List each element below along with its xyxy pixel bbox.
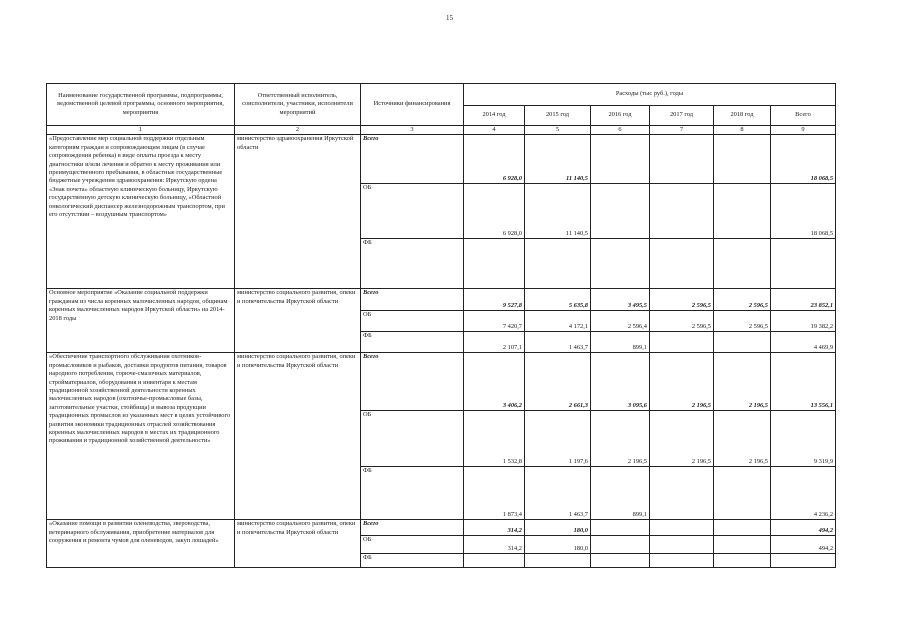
- value-cell: 18 068,5: [771, 135, 836, 184]
- header-executor: Ответственный исполнитель, соисполнители, участники, исполнители мероприятий: [235, 84, 361, 126]
- value-cell: 2 596,5: [714, 311, 771, 332]
- value-cell: [714, 184, 771, 239]
- value-cell: 4 469,9: [771, 332, 836, 353]
- source-federal: ФБ: [361, 332, 464, 353]
- value-cell: [650, 239, 714, 289]
- value-cell: 314,2: [464, 536, 525, 554]
- source-regional: ОБ: [361, 311, 464, 332]
- value-cell: [650, 332, 714, 353]
- value-cell: 9 319,9: [771, 411, 836, 467]
- value-cell: [714, 536, 771, 554]
- header-program: Наименование государственной программы, подпрограммы, ведомственной целевой программы, основного мероприятия, мероприятия: [47, 84, 235, 126]
- column-numbers-row: [47, 126, 836, 135]
- value-cell: [591, 520, 650, 536]
- table-row: [47, 353, 836, 411]
- value-cell: [591, 554, 650, 568]
- header-year: 2015 год: [525, 106, 591, 126]
- program-description: Основное мероприятие «Оказание социальной поддержки гражданам из числа коренных малочисленных народов, общинам коренных малочисленных народов Иркутской области» на 2014-2018 годы: [47, 289, 235, 353]
- col-number: 7: [650, 126, 714, 135]
- value-cell: 2 661,3: [525, 353, 591, 411]
- value-cell: 11 140,5: [525, 135, 591, 184]
- value-cell: 11 140,5: [525, 184, 591, 239]
- value-cell: 2 107,1: [464, 332, 525, 353]
- value-cell: 2 596,5: [650, 311, 714, 332]
- col-number: 2: [235, 126, 361, 135]
- value-cell: 2 596,4: [591, 311, 650, 332]
- value-cell: 899,1: [591, 332, 650, 353]
- value-cell: 13 556,1: [771, 353, 836, 411]
- value-cell: 3 495,5: [591, 289, 650, 311]
- value-cell: 494,2: [771, 536, 836, 554]
- value-cell: 3 095,6: [591, 353, 650, 411]
- value-cell: [771, 239, 836, 289]
- value-cell: 1 463,7: [525, 332, 591, 353]
- value-cell: [591, 239, 650, 289]
- col-number: 4: [464, 126, 525, 135]
- header-year: 2018 год: [714, 106, 771, 126]
- col-number: 3: [361, 126, 464, 135]
- value-cell: 1 532,8: [464, 411, 525, 467]
- source-regional: ОБ: [361, 536, 464, 554]
- value-cell: [650, 520, 714, 536]
- value-cell: 19 382,2: [771, 311, 836, 332]
- value-cell: 1 463,7: [525, 467, 591, 520]
- value-cell: [650, 184, 714, 239]
- value-cell: 2 196,5: [650, 411, 714, 467]
- program-description: «Обеспечение транспортного обслуживания охотников-промысловиков и рыбаков, доставки продуктов питания, товаров народного потребления, горюче-смазочных материалов, стройматериалов, оборудования и инвентаря к местам традиционной хозяйственной деятельности коренных малочисленных народов (охотничье-промысловые базы, заготовительные участки, стойбища) и вывоза продукции традиционных промыслов из указанных мест в целях устойчивого развития экономики традиционных отраслей хозяйствования коренных малочисленных народов в местах их традиционного проживания и традиционной хозяйственной деятельности»: [47, 353, 235, 520]
- program-description: «Предоставление мер социальной поддержки отдельным категориям граждан и сопровождающим лицам (в случае сопровождения ребенка) в виде оплаты проезда к месту диагностики и/или лечения и обратно к месту проживания или преимущественного пребывания, в областные государственные бюджетные учреждения здравоохранения: Иркутскую ордена «Знак почета» областную клиническую больницу, Иркутскую государственную детскую клиническую больницу, «Областной онкологический диспансер железнодорожным транспортом, при его отсутствии – воздушным транспортом»: [47, 135, 235, 289]
- value-cell: 18 068,5: [771, 184, 836, 239]
- executor: министерство социального развития, опеки и попечительства Иркутской области: [235, 289, 361, 353]
- executor: министерство социального развития, опеки и попечительства Иркутской области: [235, 520, 361, 568]
- executor: министерство социального развития, опеки и попечительства Иркутской области: [235, 353, 361, 520]
- value-cell: [650, 135, 714, 184]
- value-cell: 5 635,8: [525, 289, 591, 311]
- value-cell: [714, 467, 771, 520]
- source-federal: ФБ: [361, 239, 464, 289]
- value-cell: 2 196,5: [714, 411, 771, 467]
- header-year: 2014 год: [464, 106, 525, 126]
- header-source: Источники финансирования: [361, 84, 464, 126]
- value-cell: 4 172,1: [525, 311, 591, 332]
- value-cell: [464, 554, 525, 568]
- value-cell: [650, 467, 714, 520]
- col-number: 5: [525, 126, 591, 135]
- value-cell: [771, 554, 836, 568]
- value-cell: [650, 536, 714, 554]
- source-regional: ОБ: [361, 411, 464, 467]
- source-federal: ФБ: [361, 554, 464, 568]
- source-total: Всего: [361, 353, 464, 411]
- value-cell: 494,2: [771, 520, 836, 536]
- value-cell: [714, 520, 771, 536]
- value-cell: 6 928,0: [464, 184, 525, 239]
- budget-table: [46, 83, 836, 568]
- table-row: [47, 289, 836, 311]
- value-cell: [591, 135, 650, 184]
- value-cell: [591, 536, 650, 554]
- header-expenses: Расходы (тыс руб.), годы: [464, 84, 836, 106]
- header-total: Всего: [771, 106, 836, 126]
- source-total: Всего: [361, 135, 464, 184]
- value-cell: 2 196,5: [714, 353, 771, 411]
- value-cell: [714, 135, 771, 184]
- value-cell: 1 197,6: [525, 411, 591, 467]
- value-cell: [525, 239, 591, 289]
- col-number: 1: [47, 126, 235, 135]
- value-cell: [714, 239, 771, 289]
- source-total: Всего: [361, 289, 464, 311]
- value-cell: 7 420,7: [464, 311, 525, 332]
- value-cell: [650, 554, 714, 568]
- value-cell: 23 852,1: [771, 289, 836, 311]
- value-cell: [464, 239, 525, 289]
- value-cell: 180,0: [525, 520, 591, 536]
- table-body: [47, 84, 836, 568]
- executor: министерство здравоохранения Иркутской области: [235, 135, 361, 289]
- table-row: [47, 135, 836, 184]
- value-cell: [525, 554, 591, 568]
- header-row: [47, 84, 836, 106]
- value-cell: [591, 184, 650, 239]
- value-cell: [714, 554, 771, 568]
- value-cell: 2 196,5: [591, 411, 650, 467]
- value-cell: 180,0: [525, 536, 591, 554]
- source-total: Всего: [361, 520, 464, 536]
- value-cell: 3 406,2: [464, 353, 525, 411]
- col-number: 6: [591, 126, 650, 135]
- value-cell: 1 873,4: [464, 467, 525, 520]
- value-cell: 899,1: [591, 467, 650, 520]
- value-cell: 4 236,2: [771, 467, 836, 520]
- value-cell: 2 196,5: [650, 353, 714, 411]
- value-cell: 314,2: [464, 520, 525, 536]
- table-row: [47, 520, 836, 536]
- header-year: 2017 год: [650, 106, 714, 126]
- value-cell: 6 928,0: [464, 135, 525, 184]
- value-cell: 9 527,8: [464, 289, 525, 311]
- value-cell: 2 596,5: [714, 289, 771, 311]
- value-cell: 2 596,5: [650, 289, 714, 311]
- source-federal: ФБ: [361, 467, 464, 520]
- header-year: 2016 год: [591, 106, 650, 126]
- col-number: 9: [771, 126, 836, 135]
- col-number: 8: [714, 126, 771, 135]
- source-regional: ОБ: [361, 184, 464, 239]
- value-cell: [714, 332, 771, 353]
- program-description: «Оказание помощи в развитии оленеводства, звероводства, ветеринарного обслуживания, приобретение материалов для сооружения и ремонта чумов для оленеводов, закуп лошадей»: [47, 520, 235, 568]
- page-number: 15: [446, 14, 453, 22]
